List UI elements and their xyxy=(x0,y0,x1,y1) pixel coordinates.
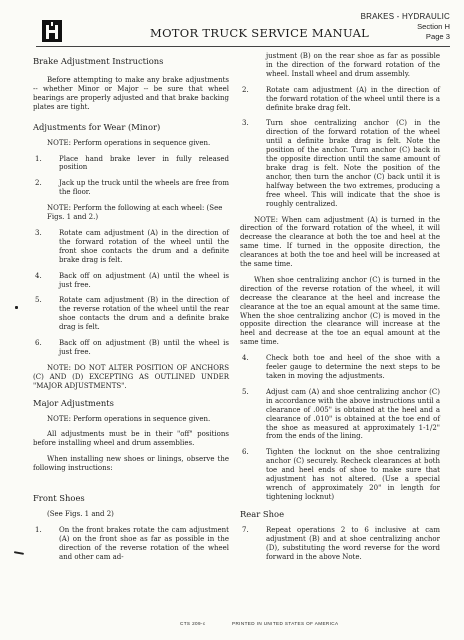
note-sequence: NOTE: Perform operations in sequence given. xyxy=(47,138,211,147)
major-step-5: 5. Adjust cam (A) and shoe centralizing anchor (C) in accordance with the above instructions until a clearance of .005" is obtained at the heel and a clearance of .010" is obtained at the toe end of the shoe as measured at approximately 1-1/2" from the ends of the lining. xyxy=(242,387,440,441)
page-number: Page 3 xyxy=(425,32,450,41)
minor-step-4: 4. Back off on adjustment (A) until the wheel is just free. xyxy=(35,271,229,289)
section-number: Section H xyxy=(417,22,450,31)
major-step-3: 3. Turn shoe centralizing anchor (C) in the direction of the forward rotation of the wheel until a definite brake drag is felt. Note the position of the anchor. Turn anchor (C) back in the opposite direction until the same amount of brake drag is felt. Note the position of the anchor, then turn the anchor (C) back until it is halfway between the two extremes, producing a free wheel. This will indicate that the shoe is roughly centralized. xyxy=(242,119,440,208)
left-column xyxy=(33,52,229,562)
company-logo xyxy=(42,20,62,42)
major-step-4: 4. Check both toe and heel of the shoe with a feeler gauge to determine the next steps to be taken in moving the adjustments. xyxy=(242,354,440,380)
major-step-1-continued: justment (B) on the rear shoe as far as possible in the direction of the forward rotation of the wheel. Install wheel and drum assembly. xyxy=(266,52,440,78)
major-step-2: 2. Rotate cam adjustment (A) in the direction of the forward rotation of the wheel until there is a definite brake drag felt. xyxy=(242,85,440,112)
major-step-1: 1. On the front brakes rotate the cam adjustment (A) on the front shoe as far as possible in the direction of the reverse rotation of the wheel and other cam ad- xyxy=(35,526,229,561)
section-header xyxy=(361,12,450,42)
margin-mark xyxy=(15,306,18,309)
minor-step-3: 3. Rotate cam adjustment (A) in the direction of the forward rotation of the wheel until the front shoe contacts the drum and a definite brake drag is felt. xyxy=(35,228,229,264)
footer-code: CTS 209-c xyxy=(180,621,206,626)
figure-reference: (See Figs. 1 and 2) xyxy=(47,510,114,519)
intro-paragraph: Before attempting to make any brake adjustments -- whether Minor or Major -- be sure that wheel bearings are properly adjusted and that brake backing plates are tight. xyxy=(33,76,229,111)
major-step-7: 7. Repeat operations 2 to 6 inclusive at cam adjustment (B) and at shoe centralizing anchor (D), substituting the word reverse for the word forward in the above Note. xyxy=(242,525,440,561)
manual-title: MOTOR TRUCK SERVICE MANUAL xyxy=(150,26,370,40)
note-sequence-major: NOTE: Perform operations in sequence given. xyxy=(47,414,211,423)
minor-step-2: 2. Jack up the truck until the wheels are free from the floor. xyxy=(35,179,229,197)
minor-step-6: 6. Back off on adjustment (B) until the wheel is just free. xyxy=(35,339,229,356)
right-column xyxy=(240,52,440,561)
heading-brake-adjustment: Brake Adjustment Instructions xyxy=(33,56,164,66)
footer-printed: PRINTED IN UNITED STATES OF AMERICA xyxy=(232,621,339,626)
header-rule xyxy=(36,46,450,47)
note-cam-adjustment: NOTE: When cam adjustment (A) is turned in the direction of the forward rotation of the wheel, it will decrease the clearance at both the toe and heel at the same time. If turned in the opposite direction, the clearances at both the toe and heel will be increased at the same time. xyxy=(240,215,440,269)
heading-major-adjustments: Major Adjustments xyxy=(33,397,114,408)
minor-step-1: 1. Place hand brake lever in fully released position xyxy=(35,154,229,172)
minor-step-5: 5. Rotate cam adjustment (B) in the direction of the reverse rotation of the wheel until the rear shoe contacts the drum and a definite brake drag is felt. xyxy=(35,296,229,332)
paragraph-new-linings: When installing new shoes or linings, observe the following instructions: xyxy=(33,455,229,473)
heading-rear-shoe: Rear Shoe xyxy=(240,508,285,519)
margin-mark xyxy=(14,551,24,554)
heading-front-shoes: Front Shoes xyxy=(33,493,85,504)
paragraph-off-positions: All adjustments must be in their "off" positions before installing wheel and drum assemblies. xyxy=(33,430,229,448)
heading-minor-adjustments: Adjustments for Wear (Minor) xyxy=(33,121,161,132)
caution-anchors: NOTE: DO NOT ALTER POSITION OF ANCHORS (C) AND (D) EXCEPTING AS OUTLINED UNDER "MAJOR ADJUSTMENTS". xyxy=(33,363,229,390)
section-name: BRAKES - HYDRAULIC xyxy=(360,12,450,21)
note-each-wheel: NOTE: Perform the following at each wheel: (See Figs. 1 and 2.) xyxy=(47,204,223,222)
major-step-6: 6. Tighten the locknut on the shoe centralizing anchor (C) securely. Recheck clearances at both toe and heel ends of shoe to make sure that adjustment has not altered. (Use a special wrench of approximately 20" in length for tightening locknut) xyxy=(242,448,440,501)
paragraph-anchor-clearance: When shoe centralizing anchor (C) is turned in the direction of the reverse rotation of the wheel, it will decrease the clearance at the heel and increase the clearance at the toe an equal amount at the same time. When the shoe centralizing anchor (C) is moved in the opposite direction the clearance will increase at the heel and decrease at the toe an equal amount at the same time. xyxy=(240,275,440,347)
